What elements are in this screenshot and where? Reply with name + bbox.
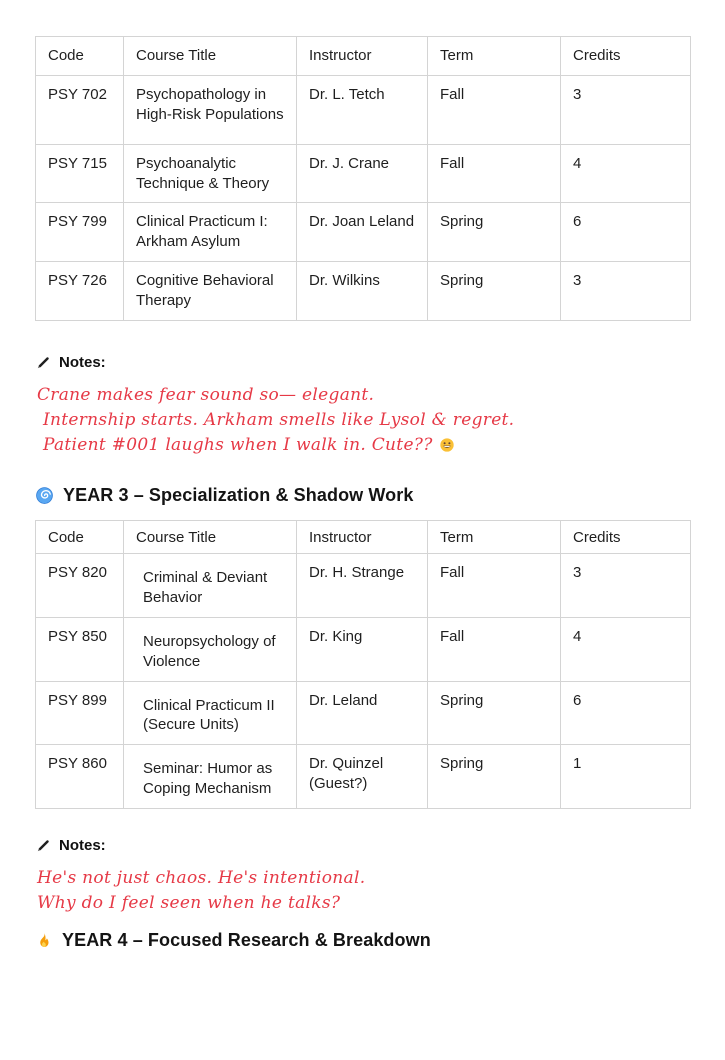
note-line: Internship starts. Arkham smells like Lysol & regret. — [43, 409, 515, 430]
table-row — [36, 261, 691, 320]
table-row — [36, 554, 691, 618]
note-line: Why do I feel seen when he talks? — [37, 892, 341, 913]
cell-term: Fall — [428, 554, 561, 618]
cell-instructor: Dr. Leland — [297, 681, 428, 745]
cell-code: PSY 799 — [36, 203, 124, 262]
handwritten-notes — [37, 866, 725, 916]
cyclone-icon — [35, 486, 54, 505]
cell-term: Spring — [428, 203, 561, 262]
table-header-row — [36, 37, 691, 76]
grinning-face-icon — [439, 437, 455, 453]
cell-course-title: Clinical Practicum II (Secure Units) — [124, 681, 297, 745]
header-course-title: Course Title — [124, 37, 297, 76]
cell-course-title: Criminal & Deviant Behavior — [124, 554, 297, 618]
notes-label-text: Notes: — [59, 836, 106, 854]
cell-code: PSY 820 — [36, 554, 124, 618]
table-row — [36, 617, 691, 681]
cell-term: Spring — [428, 745, 561, 809]
cell-instructor: Dr. Quinzel (Guest?) — [297, 745, 428, 809]
note-line — [37, 433, 725, 458]
cell-instructor: Dr. Wilkins — [297, 261, 428, 320]
handwritten-notes — [37, 383, 725, 458]
cell-code: PSY 702 — [36, 75, 124, 144]
notes-label-text: Notes: — [59, 353, 106, 371]
cell-term: Spring — [428, 681, 561, 745]
fire-icon — [35, 931, 53, 950]
course-table-year3 — [35, 520, 691, 809]
header-instructor: Instructor — [297, 37, 428, 76]
cell-course-title: Seminar: Humor as Coping Mechanism — [124, 745, 297, 809]
cell-code: PSY 899 — [36, 681, 124, 745]
cell-credits: 4 — [561, 144, 691, 203]
table-header-row — [36, 520, 691, 554]
note-line-text: Patient #001 laughs when I walk in. Cute?? — [43, 434, 433, 455]
header-credits: Credits — [561, 37, 691, 76]
cell-course-title: Cognitive Behavioral Therapy — [124, 261, 297, 320]
notes-section — [0, 354, 725, 458]
notes-section — [0, 837, 725, 916]
cell-code: PSY 726 — [36, 261, 124, 320]
cell-instructor: Dr. H. Strange — [297, 554, 428, 618]
cell-code: PSY 715 — [36, 144, 124, 203]
note-line: Crane makes fear sound so— elegant. — [37, 384, 375, 405]
cell-credits: 6 — [561, 203, 691, 262]
header-code: Code — [36, 37, 124, 76]
cell-credits: 3 — [561, 75, 691, 144]
table-row — [36, 203, 691, 262]
cell-instructor: Dr. Joan Leland — [297, 203, 428, 262]
header-term: Term — [428, 520, 561, 554]
cell-instructor: Dr. King — [297, 617, 428, 681]
notes-heading — [36, 354, 725, 371]
cell-credits: 6 — [561, 681, 691, 745]
header-instructor: Instructor — [297, 520, 428, 554]
document-page — [0, 36, 725, 1060]
cell-instructor: Dr. L. Tetch — [297, 75, 428, 144]
cell-course-title: Psychopathology in High-Risk Populations — [124, 75, 297, 144]
year3-heading-text: YEAR 3 – Specialization & Shadow Work — [63, 484, 414, 505]
pen-icon — [36, 355, 51, 370]
cell-credits: 1 — [561, 745, 691, 809]
year4-heading-text: YEAR 4 – Focused Research & Breakdown — [62, 929, 431, 950]
course-table-upper — [35, 36, 691, 321]
cell-code: PSY 860 — [36, 745, 124, 809]
cell-term: Fall — [428, 75, 561, 144]
cell-course-title: Neuropsychology of Violence — [124, 617, 297, 681]
cell-credits: 3 — [561, 554, 691, 618]
cell-term: Spring — [428, 261, 561, 320]
cell-term: Fall — [428, 617, 561, 681]
note-line: He's not just chaos. He's intentional. — [37, 867, 366, 888]
notes-heading — [36, 837, 725, 854]
header-code: Code — [36, 520, 124, 554]
cell-course-title: Clinical Practicum I: Arkham Asylum — [124, 203, 297, 262]
cell-term: Fall — [428, 144, 561, 203]
header-term: Term — [428, 37, 561, 76]
table-row — [36, 75, 691, 144]
year4-heading — [35, 930, 725, 951]
cell-code: PSY 850 — [36, 617, 124, 681]
pen-icon — [36, 838, 51, 853]
header-credits: Credits — [561, 520, 691, 554]
cell-course-title: Psychoanalytic Technique & Theory — [124, 144, 297, 203]
year3-heading — [35, 485, 725, 506]
table-row — [36, 681, 691, 745]
cell-instructor: Dr. J. Crane — [297, 144, 428, 203]
cell-credits: 3 — [561, 261, 691, 320]
cell-credits: 4 — [561, 617, 691, 681]
table-row — [36, 144, 691, 203]
header-course-title: Course Title — [124, 520, 297, 554]
table-row — [36, 745, 691, 809]
